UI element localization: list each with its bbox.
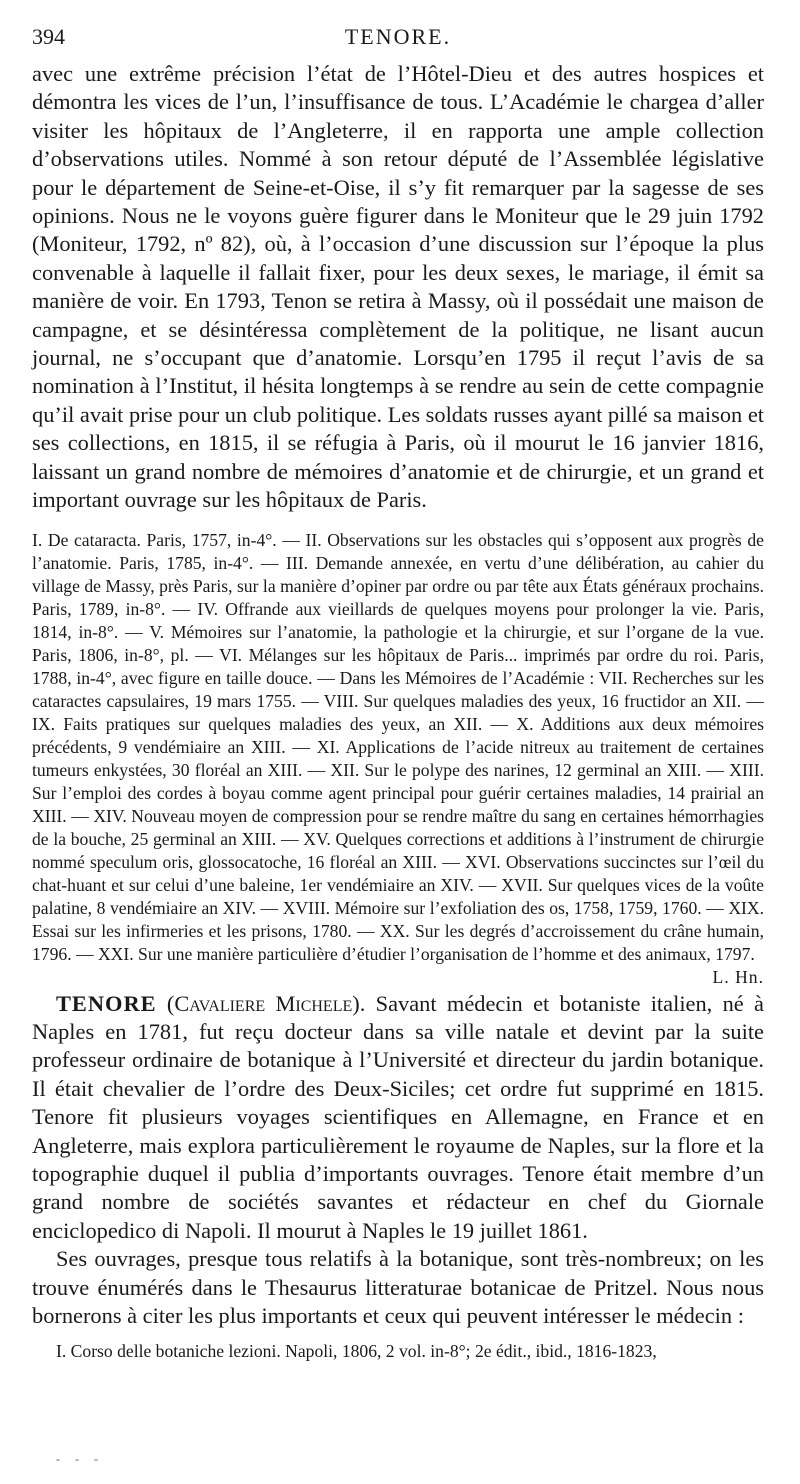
- tenon-works: [32, 529, 764, 987]
- footer-mark: - - -: [56, 1452, 104, 1466]
- tenon-works-list: I. De cataracta. Paris, 1757, in-4°. — II. Observations sur les obstacles qui s’opposent aux progrès de l’anatomie. Paris, 1785, in-4°. — III. Demande annexée, en vertu d’une délibération, au cahier du village de Massy, près Paris, sur la manière d’opiner par ordre ou par tête aux États généraux prochains. Paris, 1789, in-8°. — IV. Offrande aux vieillards de quelques moyens pour prolonger la vie. Paris, 1814, in-8°. — V. Mémoires sur l’anatomie, la pathologie et la chirurgie, et sur l’organe de la vue. Paris, 1806, in-8°, pl. — VI. Mélanges sur les hôpitaux de Paris... imprimés par ordre du roi. Paris, 1788, in-4°, avec figure en taille douce. — Dans les Mémoires de l’Académie : VII. Recherches sur les cataractes capsulaires, 19 mars 1755. — VIII. Sur quelques maladies des yeux, 16 fructidor an XII. — IX. Faits pratiques sur quelques maladies des yeux, an XII. — X. Additions aux deux mémoires précédents, 9 vendémiaire an XIII. — XI. Applications de l’acide nitreux au traitement de certaines tumeurs enkystées, 30 floréal an XIII. — XII. Sur le polype des narines, 12 germinal an XIII. — XIII. Sur l’emploi des cordes à boyau comme agent principal pour guérir certaines maladies, 14 prairial an XIII. — XIV. Nouveau moyen de compression pour se rendre maître du sang en certaines hémorrhagies de la bouche, 25 germinal an XIII. — XV. Quelques corrections et additions à l’instrument de chirurgie nommé speculum oris, glossocatoche, 16 floréal an XIII. — XVI. Observations succinctes sur l’œil du chat-huant et sur celui d’une baleine, 1er vendémiaire an XIV. — XVII. Sur quelques vices de la voûte palatine, 8 vendémiaire an XIV. — XVIII. Mémoire sur l’exfoliation des os, 1758, 1759, 1760. — XIX. Essai sur les infirmeries et les prisons, 1780. — XX. Sur les degrés d’accroissement du crâne humain, 1796. — XXI. Sur une manière particulière d’étudier l’organisation de l’homme et des animaux, 1797.: [32, 529, 764, 964]
- tenore-entry: [32, 990, 764, 1246]
- entry-subtitle: (Cavaliere Michele).: [166, 990, 366, 1016]
- entry-heading: TENORE: [56, 990, 157, 1016]
- page-number: 394: [32, 24, 65, 49]
- tenon-text: avec une extrême précision l’état de l’Hôtel-Dieu et des autres hospices et démontra les vices de l’un, l’insuffisance de tous. L’Académie le chargea d’aller visiter les hôpitaux de l’Angleterre, il en rapporta une ample collection d’observations utiles. Nommé à son retour député de l’Assemblée législative pour le département de Seine-et-Oise, il s’y fit remarquer par la sagesse de ses opinions. Nous ne le voyons guère figurer dans le Moniteur que le 29 juin 1792 (Moniteur, 1792, nº 82), où, à l’occasion d’une discussion sur l’époque la plus convenable à laquelle il fallait fixer, pour les deux sexes, le mariage, il émit sa manière de voir. En 1793, Tenon se retira à Massy, où il possédait une maison de campagne, et se désintéressa complètement de la politique, ne lisant aucun journal, ne s’occupant que d’anatomie. Lorsqu’en 1795 il reçut l’avis de sa nomination à l’Institut, il hésita longtemps à se rendre au sein de cette compagnie qu’il avait prise pour un club politique. Les soldats russes ayant pillé sa maison et ses collections, en 1815, il se réfugia à Paris, où il mourut le 16 janvier 1816, laissant un grand nombre de mémoires d’anatomie et de chirurgie, et un grand et important ouvrage sur les hôpitaux de Paris.: [32, 61, 764, 513]
- page-header: [32, 24, 764, 60]
- author-signature: L. Hn.: [712, 966, 764, 987]
- entry-text: Savant médecin et botaniste italien, né à Naples en 1781, fut reçu docteur dans sa ville natale et devint par la suite professeur ordinaire de botanique à l’Université et directeur du jardin botanique. Il était chevalier de l’ordre des Deux-Siciles; cet ordre fut supprimé en 1815. Tenore fit plusieurs voyages scientifiques en Allemagne, en France et en Angleterre, mais explora particulièrement le royaume de Naples, sur la flore et la topographie duquel il publia d’importants ouvrages. Tenore était membre d’un grand nombre de sociétés savantes et rédacteur en chef du Giornale enciclopedico di Napoli. Il mourut à Naples le 19 juillet 1861.: [32, 990, 764, 1243]
- tenore-works-intro: Ses ouvrages, presque tous relatifs à la botanique, sont très-nombreux; on les trouve énumérés dans le Thesaurus litteraturae botanicae de Pritzel. Nous nous bornerons à citer les plus importants et ceux qui peuvent intéresser le médecin :: [32, 1246, 764, 1328]
- page: [32, 24, 764, 1363]
- running-title: TENORE.: [344, 24, 452, 49]
- tenore-work-1: I. Corso delle botaniche lezioni. Napoli, 1806, 2 vol. in-8°; 2e édit., ibid., 1816-1823,: [56, 1341, 657, 1362]
